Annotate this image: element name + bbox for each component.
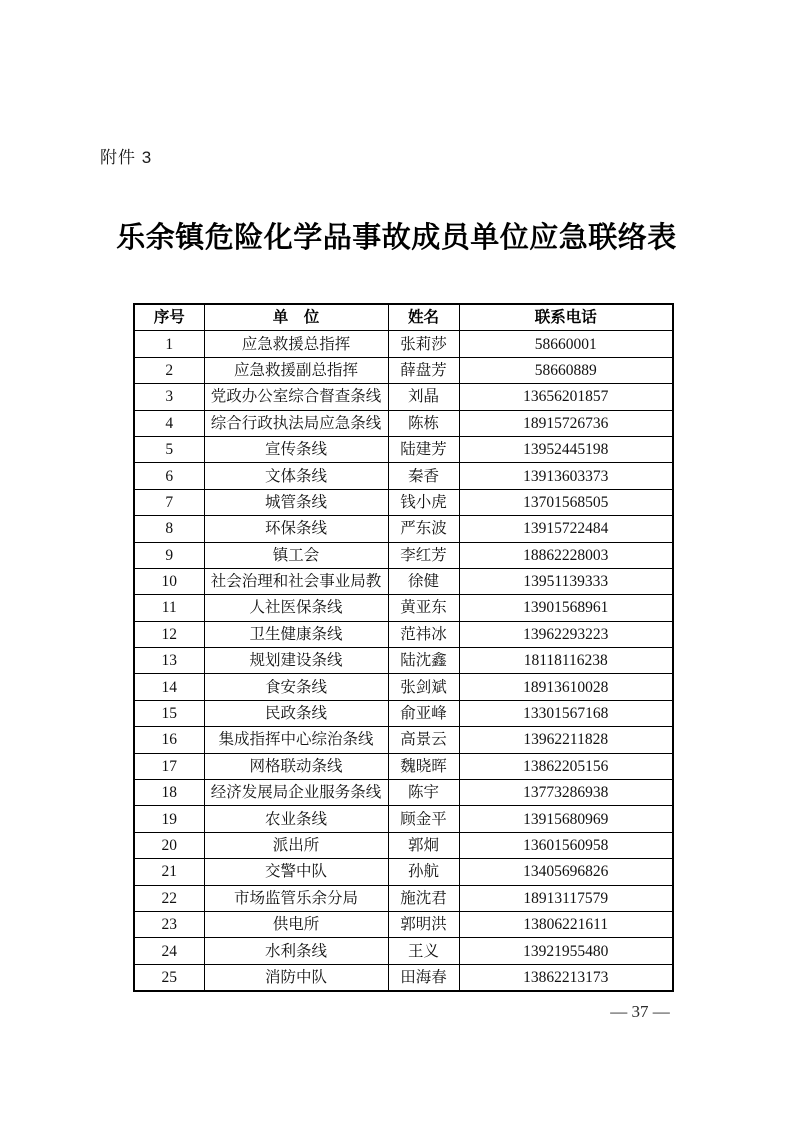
cell-name: 严东波 — [388, 516, 459, 542]
cell-phone: 13921955480 — [459, 938, 673, 964]
table-row — [134, 357, 673, 383]
table-row — [134, 621, 673, 647]
cell-name: 徐健 — [388, 568, 459, 594]
cell-phone: 13952445198 — [459, 436, 673, 462]
table-row — [134, 568, 673, 594]
cell-unit: 集成指挥中心综治条线 — [204, 727, 388, 753]
cell-name: 李红芳 — [388, 542, 459, 568]
cell-index: 22 — [134, 885, 204, 911]
cell-phone: 13773286938 — [459, 780, 673, 806]
cell-name: 张莉莎 — [388, 331, 459, 357]
table-row — [134, 753, 673, 779]
table-row — [134, 674, 673, 700]
table-body — [134, 331, 673, 991]
emergency-contact-table — [133, 303, 674, 992]
cell-name: 陈栋 — [388, 410, 459, 436]
cell-index: 24 — [134, 938, 204, 964]
table-row — [134, 384, 673, 410]
table-row — [134, 832, 673, 858]
cell-index: 14 — [134, 674, 204, 700]
cell-phone: 13405696826 — [459, 859, 673, 885]
table-row — [134, 542, 673, 568]
attachment-label: 附件 3 — [100, 148, 153, 167]
cell-index: 11 — [134, 595, 204, 621]
cell-name: 陆建芳 — [388, 436, 459, 462]
cell-name: 陆沈鑫 — [388, 648, 459, 674]
cell-index: 17 — [134, 753, 204, 779]
table-row — [134, 885, 673, 911]
cell-unit: 民政条线 — [204, 700, 388, 726]
cell-phone: 13701568505 — [459, 489, 673, 515]
cell-name: 郭炯 — [388, 832, 459, 858]
col-header-unit: 单 位 — [204, 304, 388, 331]
cell-unit: 供电所 — [204, 911, 388, 937]
cell-index: 8 — [134, 516, 204, 542]
cell-name: 顾金平 — [388, 806, 459, 832]
table-row — [134, 516, 673, 542]
cell-index: 2 — [134, 357, 204, 383]
cell-unit: 派出所 — [204, 832, 388, 858]
cell-unit: 宣传条线 — [204, 436, 388, 462]
cell-phone: 13915722484 — [459, 516, 673, 542]
cell-unit: 市场监管乐余分局 — [204, 885, 388, 911]
cell-phone: 13656201857 — [459, 384, 673, 410]
cell-phone: 13901568961 — [459, 595, 673, 621]
cell-name: 高景云 — [388, 727, 459, 753]
cell-index: 18 — [134, 780, 204, 806]
cell-index: 16 — [134, 727, 204, 753]
cell-unit: 农业条线 — [204, 806, 388, 832]
table-header-row — [134, 304, 673, 331]
cell-unit: 规划建设条线 — [204, 648, 388, 674]
cell-name: 孙航 — [388, 859, 459, 885]
table-row — [134, 436, 673, 462]
cell-unit: 经济发展局企业服务条线 — [204, 780, 388, 806]
table-row — [134, 938, 673, 964]
table-row — [134, 859, 673, 885]
cell-phone: 58660889 — [459, 357, 673, 383]
table-row — [134, 410, 673, 436]
cell-unit: 文体条线 — [204, 463, 388, 489]
table-row — [134, 911, 673, 937]
cell-index: 3 — [134, 384, 204, 410]
cell-name: 王义 — [388, 938, 459, 964]
table-row — [134, 331, 673, 357]
cell-name: 秦香 — [388, 463, 459, 489]
cell-phone: 13962293223 — [459, 621, 673, 647]
col-header-phone: 联系电话 — [459, 304, 673, 331]
cell-phone: 13301567168 — [459, 700, 673, 726]
cell-index: 21 — [134, 859, 204, 885]
cell-unit: 社会治理和社会事业局教 — [204, 568, 388, 594]
cell-phone: 13862213173 — [459, 964, 673, 991]
cell-unit: 水利条线 — [204, 938, 388, 964]
cell-name: 陈宇 — [388, 780, 459, 806]
cell-phone: 13915680969 — [459, 806, 673, 832]
page-number: — 37 — — [610, 1002, 670, 1021]
cell-index: 20 — [134, 832, 204, 858]
cell-unit: 卫生健康条线 — [204, 621, 388, 647]
cell-name: 黄亚东 — [388, 595, 459, 621]
cell-phone: 18913117579 — [459, 885, 673, 911]
cell-phone: 13601560958 — [459, 832, 673, 858]
cell-phone: 18862228003 — [459, 542, 673, 568]
cell-phone: 58660001 — [459, 331, 673, 357]
cell-index: 15 — [134, 700, 204, 726]
cell-phone: 13806221611 — [459, 911, 673, 937]
table-row — [134, 595, 673, 621]
cell-name: 郭明洪 — [388, 911, 459, 937]
cell-index: 5 — [134, 436, 204, 462]
cell-name: 张剑斌 — [388, 674, 459, 700]
cell-unit: 人社医保条线 — [204, 595, 388, 621]
cell-name: 钱小虎 — [388, 489, 459, 515]
cell-name: 魏晓晖 — [388, 753, 459, 779]
cell-index: 7 — [134, 489, 204, 515]
col-header-name: 姓名 — [388, 304, 459, 331]
cell-unit: 综合行政执法局应急条线 — [204, 410, 388, 436]
cell-index: 23 — [134, 911, 204, 937]
cell-unit: 党政办公室综合督查条线 — [204, 384, 388, 410]
cell-phone: 13913603373 — [459, 463, 673, 489]
cell-unit: 网格联动条线 — [204, 753, 388, 779]
col-header-index: 序号 — [134, 304, 204, 331]
cell-index: 4 — [134, 410, 204, 436]
page-title: 乐余镇危险化学品事故成员单位应急联络表 — [116, 222, 677, 254]
cell-name: 施沈君 — [388, 885, 459, 911]
cell-unit: 消防中队 — [204, 964, 388, 991]
cell-phone: 13951139333 — [459, 568, 673, 594]
cell-index: 13 — [134, 648, 204, 674]
table-row — [134, 648, 673, 674]
cell-unit: 应急救援副总指挥 — [204, 357, 388, 383]
cell-unit: 环保条线 — [204, 516, 388, 542]
cell-unit: 交警中队 — [204, 859, 388, 885]
cell-unit: 食安条线 — [204, 674, 388, 700]
cell-name: 俞亚峰 — [388, 700, 459, 726]
cell-phone: 13962211828 — [459, 727, 673, 753]
table-row — [134, 463, 673, 489]
table-row — [134, 700, 673, 726]
cell-index: 12 — [134, 621, 204, 647]
cell-unit: 应急救援总指挥 — [204, 331, 388, 357]
cell-unit: 镇工会 — [204, 542, 388, 568]
cell-name: 刘晶 — [388, 384, 459, 410]
cell-index: 1 — [134, 331, 204, 357]
table-row — [134, 727, 673, 753]
cell-index: 19 — [134, 806, 204, 832]
cell-phone: 18913610028 — [459, 674, 673, 700]
cell-phone: 18118116238 — [459, 648, 673, 674]
table-row — [134, 964, 673, 991]
cell-index: 25 — [134, 964, 204, 991]
cell-phone: 13862205156 — [459, 753, 673, 779]
table-row — [134, 806, 673, 832]
cell-index: 9 — [134, 542, 204, 568]
table-row — [134, 489, 673, 515]
cell-index: 6 — [134, 463, 204, 489]
cell-phone: 18915726736 — [459, 410, 673, 436]
cell-unit: 城管条线 — [204, 489, 388, 515]
table-row — [134, 780, 673, 806]
cell-name: 薛盘芳 — [388, 357, 459, 383]
cell-index: 10 — [134, 568, 204, 594]
cell-name: 田海春 — [388, 964, 459, 991]
cell-name: 范祎冰 — [388, 621, 459, 647]
